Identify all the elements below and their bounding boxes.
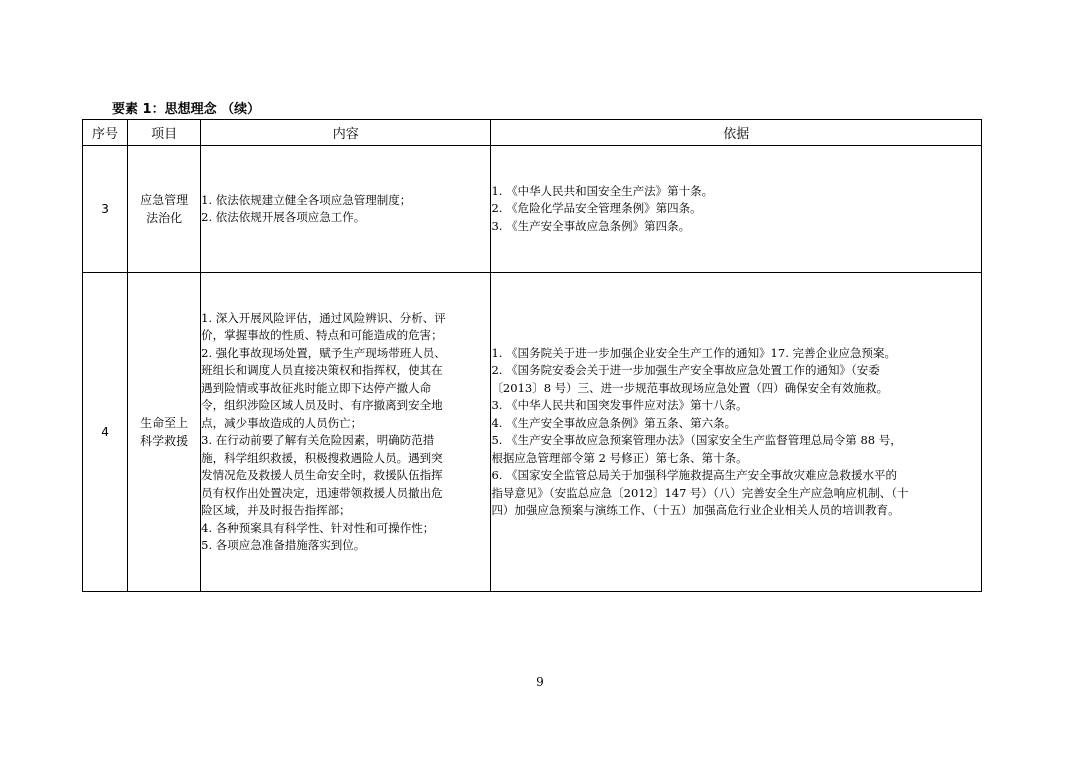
content-line: 点，减少事故造成的人员伤亡； [201,415,363,430]
content-line: 施，科学组织救援，积极搜救遇险人员。遇到突 [201,450,443,465]
table-header-row [83,120,982,146]
row-basis [491,146,982,273]
row-basis [491,273,982,592]
row-item [128,146,201,273]
item-line: 科学救援 [140,434,189,448]
basis-line: 2. 《危险化学品安全管理条例》第四条。 [491,201,702,216]
content-line: 班组长和调度人员直接决策权和指挥权，使其在 [201,363,443,377]
row-content [201,146,491,273]
header-content: 内容 [201,120,491,146]
header-basis: 依据 [491,120,982,146]
content-line: 1. 深入开展风险评估，通过风险辨识、分析、评 [201,310,446,325]
table-row [83,273,982,592]
content-line: 员有权作出处置决定，迅速带领救援人员撤出危 [201,485,443,500]
content-line: 险区域，并及时报告指挥部； [201,503,351,517]
header-item: 项目 [128,120,201,146]
content-line: 遇到险情或事故征兆时能立即下达停产撤人命 [201,380,432,395]
basis-line: 5. 《生产安全事故应急预案管理办法》（国家安全生产监督管理总局令第 88 号， [491,433,902,447]
basis-line: 指导意见》（安监总应急〔2012〕147 号）（八）完善安全生产应急响应机制、（十 [491,485,909,500]
basis-line: 4. 《生产安全事故应急条例》第五条、第六条。 [491,415,737,430]
content-line: 2. 强化事故现场处置，赋予生产现场带班人员、 [201,345,446,360]
basis-line: 3. 《生产安全事故应急条例》第四条。 [491,218,691,233]
row-item [128,273,201,592]
basis-line: 1. 《中华人民共和国安全生产法》第十条。 [491,183,714,198]
content-line: 4. 各种预案具有科学性、针对性和可操作性； [201,520,435,535]
item-line: 法治化 [146,211,183,225]
basis-line: 1. 《国务院关于进一步加强企业安全生产工作的通知》17. 完善企业应急预案。 [491,345,897,360]
basis-line: 2. 《国务院安委会关于进一步加强生产安全事故应急处置工作的通知》（安委 [491,363,880,377]
basis-line: 〔2013〕8 号）三、进一步规范事故现场应急处置（四）确保安全有效施救。 [491,380,889,395]
content-line: 1. 依法依规建立健全各项应急管理制度； [201,192,412,207]
content-line: 价，掌握事故的性质、特点和可能造成的危害； [201,328,443,342]
section-title: 要素 1：思想理念 （续） [112,102,261,117]
content-line: 发情况危及救援人员生命安全时，救援队伍指挥 [201,468,443,482]
item-line: 应急管理 [140,193,189,207]
content-line: 令，组织涉险区域人员及时、有序撤离到安全地 [201,398,443,412]
basis-line: 根据应急管理部令第 2 号修正）第七条、第十条。 [491,450,748,465]
basis-line: 四）加强应急预案与演练工作、（十五）加强高危行业企业相关人员的培训教育。 [491,503,900,517]
basis-line: 3. 《中华人民共和国突发事件应对法》第十八条。 [491,398,748,412]
page-number: 9 [536,675,544,689]
requirements-table [82,119,982,592]
row-content [201,273,491,592]
item-line: 生命至上 [140,416,189,430]
table-row [83,146,982,273]
content-line: 5. 各项应急准备措施落实到位。 [201,538,366,552]
row-number: 4 [83,273,128,592]
content-line: 3. 在行动前要了解有关危险因素，明确防范措 [201,433,435,447]
header-no: 序号 [83,120,128,146]
row-number: 3 [83,146,128,273]
basis-line: 6. 《国家安全监管总局关于加强科学施救提高生产安全事故灾难应急救援水平的 [491,468,898,482]
content-line: 2. 依法依规开展各项应急工作。 [201,210,366,224]
